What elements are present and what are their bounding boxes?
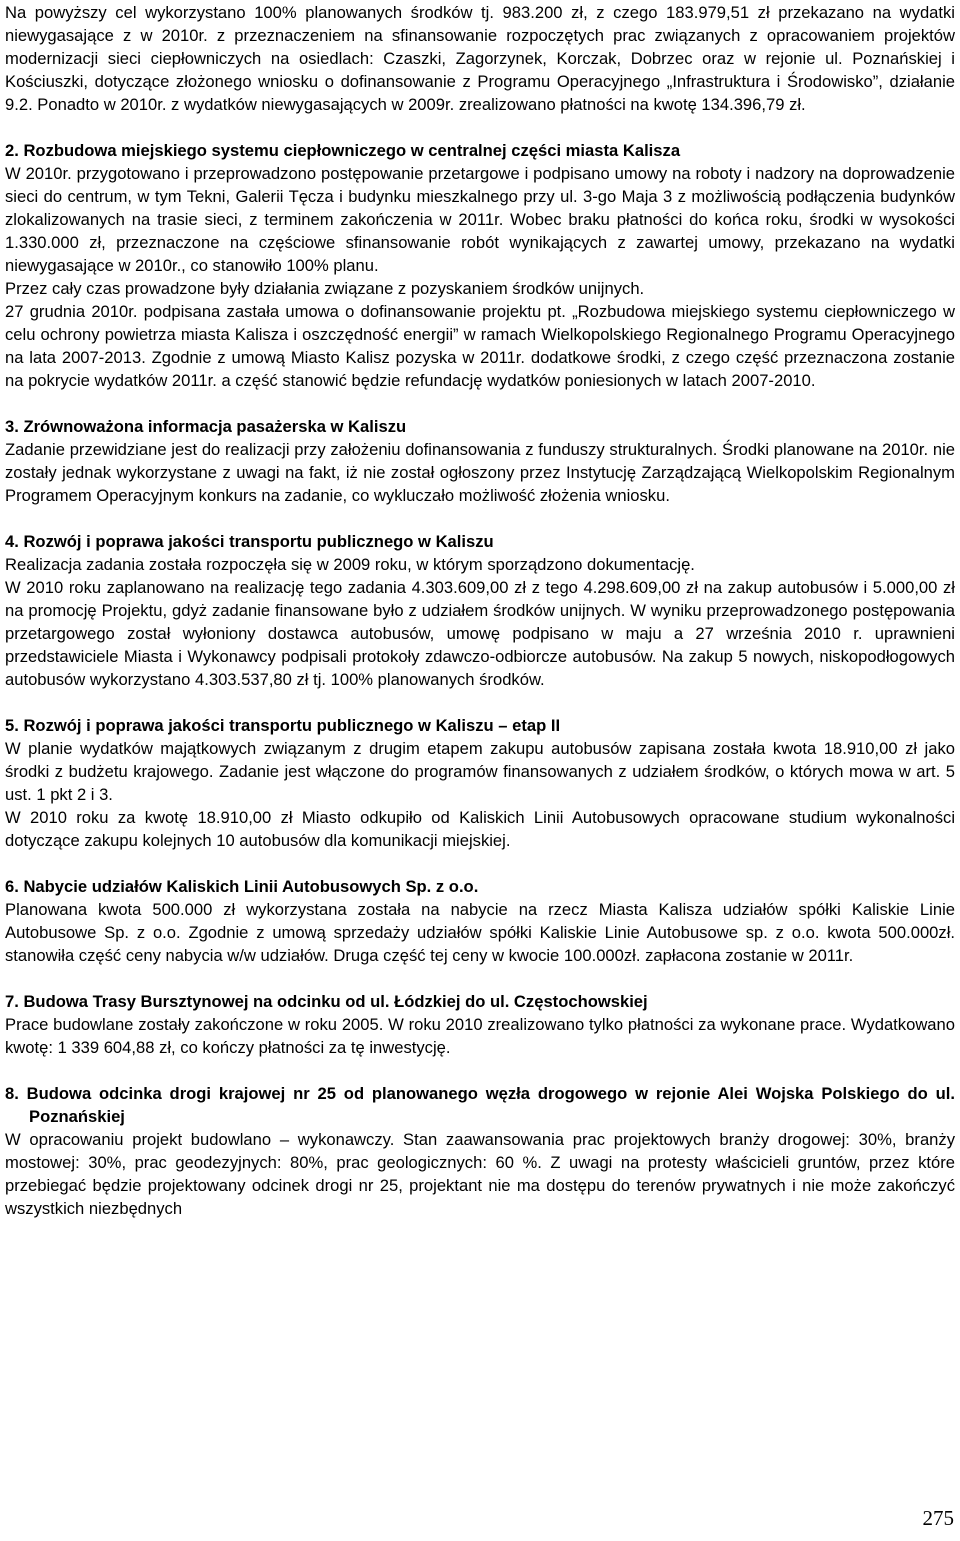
document-body: [5, 1, 955, 1220]
paragraph: Prace budowlane zostały zakończone w roku 2005. W roku 2010 zrealizowano tylko płatności za wykonane prace. Wydatkowano kwotę: 1 339 604,88 zł, co kończy płatności za tę inwestycję.: [5, 1015, 955, 1057]
paragraph: W 2010r. przygotowano i przeprowadzono postępowanie przetargowe i podpisano umowy na roboty i nadzory na doprowadzenie sieci do centrum, w tym Tekni, Galerii Tęcza i budynku mieszkalnego przy ul. 3-go Maja 3 z możliwością podłączenia budynków zlokalizowanych na trasie sieci, z terminem zakończenia w 2011r. Wobec braku płatności do końca roku, środki w wysokości 1.330.000 zł, przeznaczone na częściowe sfinansowanie robót wynikających z zawartej umowy, przekazano na wydatki niewygasające w 2010r., co stanowiło 100% planu.: [5, 164, 955, 275]
paragraph: W 2010 roku zaplanowano na realizację tego zadania 4.303.609,00 zł z tego 4.298.609,00 zł na zakup autobusów i 5.000,00 zł na promocję Projektu, gdyż zadanie finansowane było z udziałem środków unijnych. W wyniku przeprowadzonego postępowania przetargowego został wyłoniony dostawca autobusów, umowę podpisano w maju a 27 września 2010 r. uprawnieni przedstawiciele Miasta i Wykonawcy podpisali protokoły zdawczo-odbiorcze autobusów. Na zakup 5 nowych, niskopodłogowych autobusów wykorzystano 4.303.537,80 zł tj. 100% planowanych środków.: [5, 578, 955, 689]
section-6: [5, 875, 955, 967]
section-8: [5, 1082, 955, 1220]
paragraph: 27 grudnia 2010r. podpisana zastała umowa o dofinansowanie projektu pt. „Rozbudowa miejskiego systemu ciepłowniczego w celu ochrony powietrza miasta Kalisza i oszczędność energii” w ramach Wielkopolskiego Regionalnego Programu Operacyjnego na lata 2007-2013. Zgodnie z umową Miasto Kalisz pozyska w 2011r. dodatkowe środki, z czego część przeznaczona zostanie na pokrycie wydatków 2011r. a część stanowić będzie refundację wydatków poniesionych w latach 2007-2010.: [5, 302, 955, 390]
intro-paragraph: Na powyższy cel wykorzystano 100% planowanych środków tj. 983.200 zł, z czego 183.979,51 zł przekazano na wydatki niewygasające z w 2010r. z przeznaczeniem na sfinansowanie rozpoczętych prac związanych z opracowaniem projektów modernizacji sieci ciepłowniczych na osiedlach: Czaszki, Zagorzynek, Korczak, Dobrzec oraz w rejonie ul. Poznańskiej i Kościuszki, dotyczące złożonego wniosku o dofinansowanie z Programu Operacyjnego „Infrastruktura i Środowisko”, działanie 9.2. Ponadto w 2010r. z wydatków niewygasających w 2009r. zrealizowano płatności na kwotę 134.396,79 zł.: [5, 3, 955, 114]
section-heading: 6. Nabycie udziałów Kaliskich Linii Autobusowych Sp. z o.o.: [5, 877, 479, 896]
section-heading: 8. Budowa odcinka drogi krajowej nr 25 od planowanego węzła drogowego w rejonie Alei Wojska Polskiego do ul. Poznańskiej: [5, 1084, 955, 1126]
section-7: [5, 990, 955, 1059]
section-4: [5, 530, 955, 691]
section-heading: 5. Rozwój i poprawa jakości transportu publicznego w Kaliszu – etap II: [5, 716, 561, 735]
spacer: [5, 392, 955, 415]
paragraph: W planie wydatków majątkowych związanym z drugim etapem zakupu autobusów zapisana została kwota 18.910,00 zł jako środki z budżetu krajowego. Zadanie jest włączone do programów finansowanych z udziałem środków, o których mowa w art. 5 ust. 1 pkt 2 i 3.: [5, 739, 955, 804]
spacer: [5, 1059, 955, 1082]
spacer: [5, 116, 955, 139]
spacer: [5, 691, 955, 714]
spacer: [5, 967, 955, 990]
section-3: [5, 415, 955, 507]
section-heading: 2. Rozbudowa miejskiego systemu ciepłowniczego w centralnej części miasta Kalisza: [5, 141, 681, 160]
spacer: [5, 852, 955, 875]
paragraph: Planowana kwota 500.000 zł wykorzystana została na nabycie na rzecz Miasta Kalisza udziałów spółki Kaliskie Linie Autobusowe Sp. z o.o. Zgodnie z umową sprzedaży udziałów spółki Kaliskie Linie Autobusowe sp. z o.o. kwota 500.000zł. stanowiła część ceny nabycia w/w udziałów. Druga część tej ceny w kwocie 100.000zł. zapłacona zostanie w 2011r.: [5, 900, 955, 965]
paragraph: Przez cały czas prowadzone były działania związane z pozyskaniem środków unijnych.: [5, 279, 645, 298]
paragraph: Realizacja zadania została rozpoczęła się w 2009 roku, w którym sporządzono dokumentację.: [5, 555, 695, 574]
page-number: 275: [922, 1506, 954, 1530]
section-2: [5, 139, 955, 392]
paragraph: Zadanie przewidziane jest do realizacji przy założeniu dofinansowania z funduszy strukturalnych. Środki planowane na 2010r. nie zostały jednak wykorzystane z uwagi na fakt, iż nie został ogłoszony przez Instytucję Zarządzającą Wielkopolskim Regionalnym Programem Operacyjnym konkurs na zadanie, co wykluczało możliwość złożenia wniosku.: [5, 440, 955, 505]
section-heading: 3. Zrównoważona informacja pasażerska w Kaliszu: [5, 417, 407, 436]
section-heading: 7. Budowa Trasy Bursztynowej na odcinku od ul. Łódzkiej do ul. Częstochowskiej: [5, 992, 648, 1011]
paragraph: W opracowaniu projekt budowlano – wykonawczy. Stan zaawansowania prac projektowych branży drogowej: 30%, branży mostowej: 30%, prac geodezyjnych: 80%, prac geologicznych: 60 %. Z uwagi na protesty właścicieli gruntów, przez które przebiegać będzie projektowany odcinek drogi nr 25, projektant nie ma dostępu do terenów prywatnych i nie może zakończyć wszystkich niezbędnych: [5, 1130, 955, 1218]
spacer: [5, 507, 955, 530]
section-heading: 4. Rozwój i poprawa jakości transportu publicznego w Kaliszu: [5, 532, 494, 551]
paragraph: W 2010 roku za kwotę 18.910,00 zł Miasto odkupiło od Kaliskich Linii Autobusowych opracowane studium wykonalności dotyczące zakupu kolejnych 10 autobusów dla komunikacji miejskiej.: [5, 808, 955, 850]
section-5: [5, 714, 955, 852]
